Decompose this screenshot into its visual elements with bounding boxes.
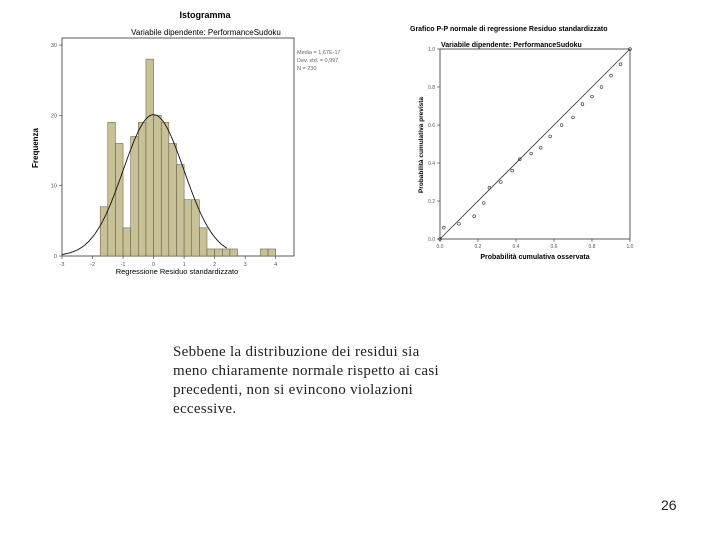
- histogram-bar: [268, 249, 276, 256]
- x-tick-label: 0.4: [512, 244, 520, 250]
- histogram-bar: [207, 249, 215, 256]
- histogram-subtitle: Variabile dipendente: PerformanceSudoku: [131, 28, 281, 37]
- x-tick-label: 0: [152, 262, 156, 268]
- pp-plot-chart: [408, 18, 640, 268]
- x-tick-label: 3: [243, 262, 247, 268]
- y-tick-label: 30: [50, 43, 57, 50]
- histogram-title: Istogramma: [179, 10, 231, 20]
- y-tick-label: 1.0: [428, 47, 435, 53]
- histogram-legend: [297, 50, 341, 72]
- x-tick-label: 1: [182, 262, 186, 268]
- histogram-x-axis-label: Regressione Residuo standardizzato: [115, 267, 239, 276]
- pp-y-axis-label: Probabilità cumulativa prevista: [418, 96, 425, 194]
- pp-subtitle: Variabile dipendente: PerformanceSudoku: [441, 42, 582, 49]
- histogram-bar: [138, 122, 146, 256]
- histogram-bar: [100, 207, 108, 256]
- histogram-bar: [131, 136, 139, 256]
- histogram-chart: [30, 5, 360, 290]
- caption-text: [173, 343, 463, 419]
- caption-line: Sebbene la distribuzione dei residui sia: [173, 344, 420, 360]
- pp-title: Grafico P-P normale di regressione Residuo standardizzato: [410, 26, 608, 33]
- histogram-bar: [161, 122, 169, 256]
- y-tick-label: 0: [53, 254, 57, 260]
- x-tick-label: -1: [120, 262, 126, 268]
- x-tick-label: 0.2: [474, 244, 482, 250]
- histogram-bar: [154, 115, 162, 256]
- x-tick-label: -3: [59, 262, 65, 268]
- x-tick-label: 0.0: [436, 244, 444, 250]
- x-tick-label: 0.8: [588, 244, 596, 250]
- y-tick-label: 20: [50, 113, 57, 120]
- caption-line: eccessive.: [173, 401, 237, 417]
- y-tick-label: 0.4: [428, 161, 435, 167]
- x-tick-label: 1.0: [626, 244, 634, 250]
- legend-sd: Dev. std. = 0,997: [297, 58, 339, 64]
- x-tick-label: 0.6: [550, 244, 558, 250]
- histogram-bar: [199, 228, 207, 256]
- x-tick-label: 2: [213, 262, 217, 268]
- histogram-bar: [260, 249, 268, 256]
- histogram-bar: [215, 249, 223, 256]
- histogram-bar: [230, 249, 238, 256]
- histogram-bar: [169, 143, 177, 256]
- y-tick-label: 0.0: [428, 237, 435, 243]
- legend-n: N = 230: [297, 66, 317, 72]
- histogram-bar: [184, 200, 192, 256]
- pp-x-ticks: [437, 239, 634, 250]
- histogram-bar: [176, 165, 184, 256]
- histogram-bar: [115, 143, 123, 256]
- x-tick-label: -2: [90, 262, 95, 268]
- histogram-bar: [108, 122, 116, 256]
- histogram-bar: [222, 249, 230, 256]
- histogram-y-axis-label: Frequenza: [31, 127, 40, 169]
- histogram-bar: [123, 228, 131, 256]
- pp-x-axis-label: Probabilità cumulativa osservata: [480, 254, 590, 261]
- y-tick-label: 0.8: [428, 85, 435, 91]
- page-number: 26: [661, 497, 677, 513]
- x-tick-label: 4: [274, 262, 278, 268]
- pp-y-ticks: [428, 47, 440, 243]
- caption-line: meno chiaramente normale rispetto ai casi: [173, 363, 439, 379]
- y-tick-label: 10: [50, 183, 57, 190]
- y-tick-label: 0.2: [428, 199, 435, 205]
- caption-line: precedenti, non si evincono violazioni: [173, 382, 414, 398]
- y-tick-label: 0.6: [428, 123, 435, 129]
- histogram-y-ticks: [51, 43, 62, 260]
- histogram-bar: [146, 59, 154, 256]
- legend-mean: Media = 1,67E-17: [297, 50, 341, 56]
